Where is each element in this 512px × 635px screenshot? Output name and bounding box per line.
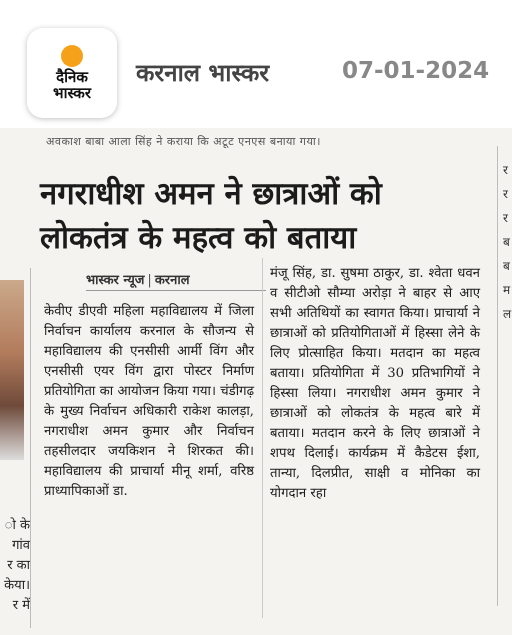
app-header	[0, 0, 512, 128]
left-fragment-line: गांव	[12, 538, 30, 553]
logo-text-line1: दैनिक	[56, 68, 88, 86]
cut-off-top-text: अवकाश बाबा आला सिंह ने कराया कि अटूट एनएस बनाया गया।	[46, 135, 321, 148]
column-divider	[30, 268, 31, 628]
right-fragment-line: र	[503, 163, 508, 177]
byline-underline	[86, 290, 266, 291]
right-fragment-line: र	[503, 187, 508, 201]
article-column-2: मंजू सिंह, डा. सुषमा ठाकुर, डा. श्वेता धवन व सीटीओ सौम्या अरोड़ा ने बाहर से आए सभी अतिथियों का स्वागत किया। प्राचार्या ने छात्राओं को प्रतियोगिताओं में हिस्सा लेने के लिए प्रोत्साहित किया। मतदान का महत्व बताया। प्रतियोगिता में 30 प्रतिभागियों ने हिस्सा लिया। नगराधीश अमन कुमार ने छात्राओं को लोकतंत्र के महत्व बारे में बताया। मतदान करने के लिए छात्राओं ने शपथ दिलाई। कार्यक्रम में कैडेटस ईशा, तान्या, दिलप्रीत, साक्षी व मोनिका का योगदान रहा	[270, 266, 480, 501]
left-fragment-line: र का	[7, 558, 30, 573]
sun-icon	[61, 45, 83, 67]
byline-source: भास्कर न्यूज	[86, 273, 145, 288]
right-fragment-line: ल	[503, 307, 512, 321]
byline-separator: |	[147, 273, 152, 288]
article-column-1: केवीए डीएवी महिला महाविद्यालय में जिला निर्वाचन कार्यालय करनाल के सौजन्य से महाविद्यालय की एनसीसी आर्मी विंग और एनसीसी एयर विंग द्वारा पोस्टर निर्माण प्रतियोगिता का आयोजन किया गया। चंडीगढ़ के मुख्य निर्वाचन अधिकारी राकेश कालड़ा, नगराधीश अमन कुमार और निर्वाचन तहसीलदार जयकिशन ने शिरकत की। महाविद्यालय की प्राचार्या मीनू शर्मा, वरिष्ठ प्राध्यापिकाओं डा.	[44, 304, 254, 499]
newspaper-clipping	[0, 128, 512, 635]
right-fragment-line: ब	[503, 235, 510, 249]
edition-title: करनाल भास्कर	[136, 59, 270, 87]
column-divider	[497, 146, 498, 606]
column-divider	[262, 258, 263, 618]
edition-date: 07-01-2024	[342, 58, 490, 84]
right-fragment-line: ब	[503, 259, 510, 273]
clipped-right-column	[503, 158, 512, 326]
dainik-bhaskar-logo[interactable]	[27, 28, 117, 118]
clipped-photo	[0, 280, 24, 460]
article-byline	[86, 270, 190, 288]
article-headline: नगराधीश अमन ने छात्राओं को लोकतंत्र के महत्व को बताया	[40, 176, 382, 256]
logo-text-line2: भास्कर	[53, 84, 91, 102]
clipped-left-column	[0, 516, 30, 616]
left-fragment-line: केया।	[4, 578, 30, 593]
right-fragment-line: र	[503, 211, 508, 225]
right-fragment-line: म	[503, 283, 511, 297]
left-fragment-line: ो के	[4, 518, 30, 533]
left-fragment-line: र में	[12, 598, 30, 613]
byline-city: करनाल	[154, 273, 190, 288]
